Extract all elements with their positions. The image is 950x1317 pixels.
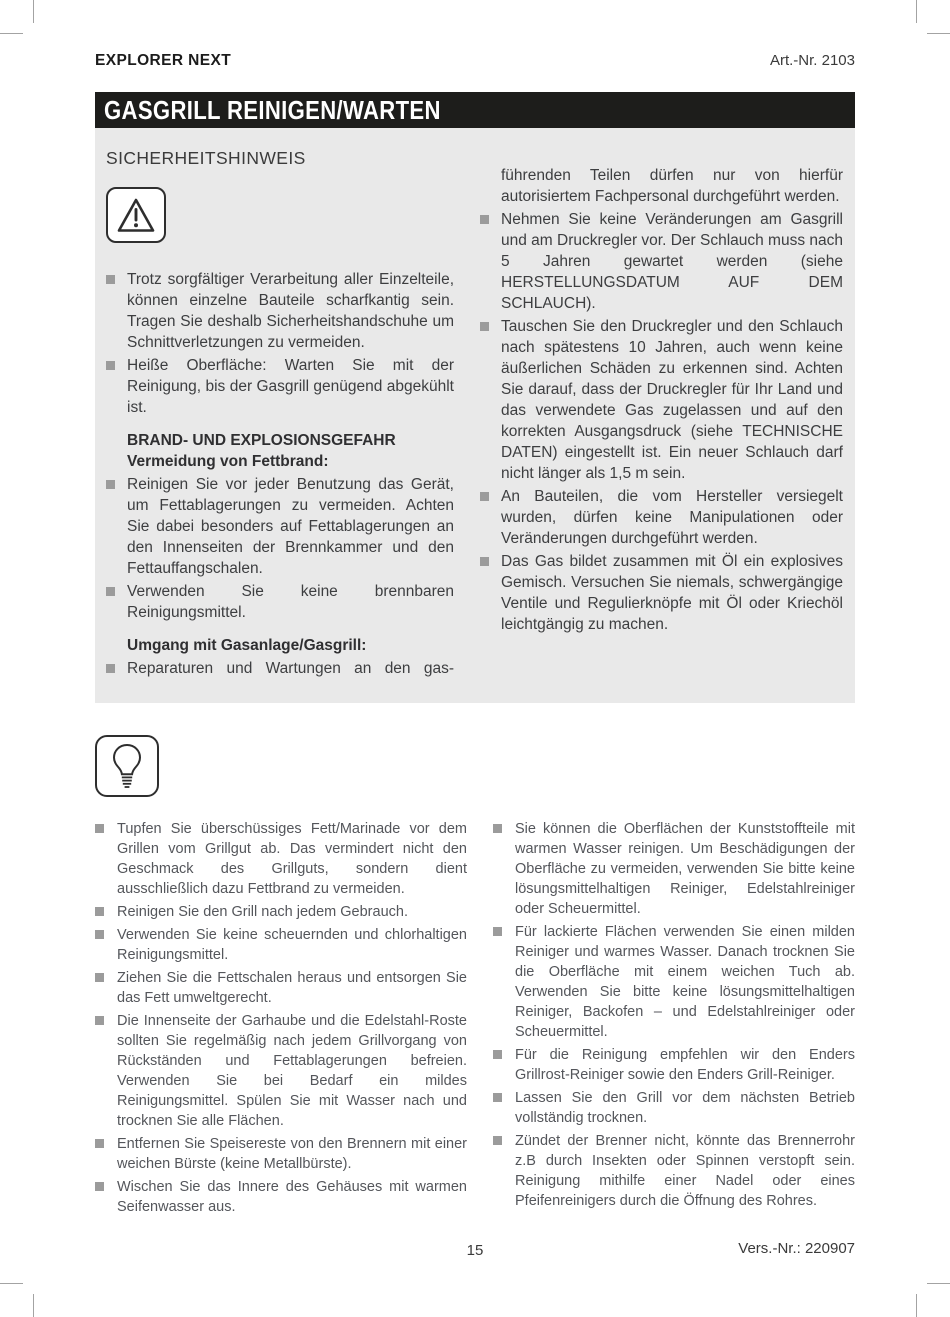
continuation-text: führenden Teilen dürfen nur von hierfür autorisiertem Fachpersonal durchgeführt werden. <box>501 167 843 205</box>
safety-left-column <box>106 148 454 681</box>
list-item <box>106 269 454 353</box>
bullet-text: Das Gas bildet zusammen mit Öl ein explosives Gemisch. Versuchen Sie niemals, schwergängige Ventile und Regulierknöpfe mit Öl oder Kriechöl leichtgängig zu machen. <box>501 553 843 633</box>
bullet-text: Tauschen Sie den Druckregler und den Schlauch nach spätestens 10 Jahren, auch wenn keine äußerlichen Schäden zu erkennen sind. Achten Sie darauf, dass der Druckregler für Ihr Land und das verwendete Gas zugelassen und auf den korrekten Ausgangsdruck (siehe TECHNISCHE DATEN) eingestellt ist. Ein neuer Schlauch darf nicht länger als 1,5 m sein. <box>501 318 843 482</box>
list-item <box>106 355 454 418</box>
list-item <box>95 1177 467 1217</box>
bullet-square-icon <box>480 322 489 331</box>
list-item <box>493 819 855 919</box>
crop-mark <box>927 33 950 34</box>
list-item <box>106 474 454 579</box>
crop-mark <box>0 33 23 34</box>
list-item <box>95 968 467 1008</box>
bullet-square-icon <box>95 907 104 916</box>
bullet-text: Trotz sorgfältiger Verarbeitung aller Einzelteile, können einzelne Bauteile scharfkantig sein. Tragen Sie deshalb Sicherheitshandschuhe um Schnittverletzungen zu vermeiden. <box>127 271 454 351</box>
bullet-square-icon <box>480 557 489 566</box>
bullet-square-icon <box>493 1093 502 1102</box>
list-item <box>480 486 843 549</box>
tip-text: Für die Reinigung empfehlen wir den Enders Grillrost-Reiniger sowie den Enders Grill-Reiniger. <box>515 1047 855 1083</box>
bullet-square-icon <box>106 480 115 489</box>
tip-text: Sie können die Oberflächen der Kunststoffteile mit warmen Wasser reinigen. Um Beschädigungen der Oberfläche zu vermeiden, verwenden Sie bitte keine lösungsmittelhaltigen Reiniger, Edelstahlreiniger oder Scheuermittel. <box>515 821 855 917</box>
section-title-bar <box>95 92 855 128</box>
tips-icon-box <box>95 735 159 797</box>
bullet-square-icon <box>493 927 502 936</box>
bullet-square-icon <box>480 492 489 501</box>
bullet-square-icon <box>95 930 104 939</box>
version-number: Vers.-Nr.: 220907 <box>738 1240 855 1257</box>
tips-right-column <box>493 819 855 1220</box>
page-footer <box>95 1242 855 1264</box>
page-header <box>95 0 855 70</box>
tips-icon-row <box>95 735 855 797</box>
tip-text: Die Innenseite der Garhaube und die Edelstahl-Roste sollten Sie regelmäßig nach jedem Grillvorgang von Rückständen und Fettablagerungen befreien. Verwenden Sie bei Bedarf ein mildes Reinigungsmittel. Spülen Sie mit Wasser nach und trocknen Sie alle Flächen. <box>117 1013 467 1129</box>
tip-text: Entfernen Sie Speisereste von den Brennern mit einer weichen Bürste (keine Metallbürste). <box>117 1136 467 1172</box>
list-item <box>95 819 467 899</box>
crop-mark <box>0 1283 23 1284</box>
tip-text: Wischen Sie das Innere des Gehäuses mit warmen Seifenwasser aus. <box>117 1179 467 1215</box>
bullet-text: An Bauteilen, die vom Hersteller versiegelt wurden, dürfen keine Manipulationen oder Veränderungen durchgeführt werden. <box>501 488 843 547</box>
safety-heading: SICHERHEITSHINWEIS <box>106 148 306 168</box>
bullet-square-icon <box>106 275 115 284</box>
crop-mark <box>33 1294 34 1317</box>
bullet-text: Nehmen Sie keine Veränderungen am Gasgrill und am Druckregler vor. Der Schlauch muss nach 5 Jahren gewartet werden (siehe HERSTELLUNGSDATUM AUF DEM SCHLAUCH). <box>501 211 844 312</box>
subheading-fettbrand: Vermeidung von Fettbrand: <box>127 453 329 470</box>
list-item <box>95 902 467 922</box>
bullet-square-icon <box>493 1136 502 1145</box>
bullet-square-icon <box>95 824 104 833</box>
subheading-brand-explosion: BRAND- UND EXPLOSIONSGEFAHR <box>127 432 396 449</box>
bullet-square-icon <box>95 973 104 982</box>
list-item <box>95 1134 467 1174</box>
list-item <box>480 209 843 314</box>
list-item <box>106 658 454 679</box>
crop-mark <box>916 1294 917 1317</box>
bullet-square-icon <box>95 1182 104 1191</box>
tip-text: Tupfen Sie überschüssiges Fett/Marinade vor dem Grillen vom Grillgut ab. Das vermindert nicht den Geschmack des Grillguts, sondern dient ausschließlich dazu Fettbrand zu vermeiden. <box>117 821 467 897</box>
tip-text: Lassen Sie den Grill vor dem nächsten Betrieb vollständig trocknen. <box>515 1090 855 1126</box>
bullet-square-icon <box>106 587 115 596</box>
list-item <box>106 581 454 623</box>
list-item <box>493 922 855 1042</box>
tips-section <box>95 819 855 1220</box>
tip-text: Zündet der Brenner nicht, könnte das Brennerrohr z.B durch Insekten oder Spinnen verstopft sein. Reinigung mithilfe einer Nadel oder eines Pfeifenreinigers durch die Öffnung des Rohres. <box>515 1133 855 1209</box>
page-number: 15 <box>466 1242 484 1259</box>
bullet-text: Reparaturen und Wartungen an den gas- <box>127 660 454 677</box>
bullet-square-icon <box>106 664 115 673</box>
subheading-gasanlage: Umgang mit Gasanlage/Gasgrill: <box>127 637 367 654</box>
list-item <box>480 551 843 635</box>
product-name: EXPLORER NEXT <box>95 52 232 69</box>
tip-text: Ziehen Sie die Fettschalen heraus und entsorgen Sie das Fett umweltgerecht. <box>117 970 467 1006</box>
warning-icon-box <box>106 187 166 243</box>
tip-text: Für lackierte Flächen verwenden Sie einen milden Reiniger und warmes Wasser. Danach trocknen Sie die Oberfläche mit einem weichen Tuch ab. Verwenden Sie bitte keine lösungsmittelhaltigen Reiniger, Backofen – und Edelstahlreiniger oder Scheuermittel. <box>515 924 855 1040</box>
tip-text: Verwenden Sie keine scheuernden und chlorhaltigen Reinigungsmittel. <box>117 927 467 963</box>
tips-left-column <box>95 819 467 1220</box>
list-item <box>480 316 843 484</box>
safety-panel <box>95 128 855 703</box>
list-item <box>95 925 467 965</box>
bullet-text: Reinigen Sie vor jeder Benutzung das Gerät, um Fettablagerungen zu vermeiden. Achten Sie dabei besonders auf Fettablagerungen an den Innenseiten der Brennkammer und den Fettauffangschalen. <box>127 476 454 577</box>
bullet-square-icon <box>95 1139 104 1148</box>
crop-mark <box>916 0 917 23</box>
list-item <box>95 1011 467 1131</box>
list-item <box>493 1131 855 1211</box>
safety-right-column <box>480 148 843 681</box>
bullet-square-icon <box>106 361 115 370</box>
crop-mark <box>33 0 34 23</box>
article-number: Art.-Nr. 2103 <box>769 52 855 69</box>
list-item <box>493 1088 855 1128</box>
bullet-text: Heiße Oberfläche: Warten Sie mit der Reinigung, bis der Gasgrill genügend abgekühlt ist. <box>127 357 454 416</box>
tip-text: Reinigen Sie den Grill nach jedem Gebrauch. <box>117 904 408 920</box>
light-bulb-icon <box>110 743 144 789</box>
list-item <box>493 1045 855 1085</box>
warning-triangle-icon <box>116 197 156 234</box>
bullet-square-icon <box>493 1050 502 1059</box>
bullet-square-icon <box>480 215 489 224</box>
crop-mark <box>927 1283 950 1284</box>
bullet-square-icon <box>493 824 502 833</box>
bullet-text: Verwenden Sie keine brennbaren Reinigungsmittel. <box>127 583 454 621</box>
bullet-square-icon <box>95 1016 104 1025</box>
section-title: GASGRILL REINIGEN/WARTEN <box>104 94 441 125</box>
